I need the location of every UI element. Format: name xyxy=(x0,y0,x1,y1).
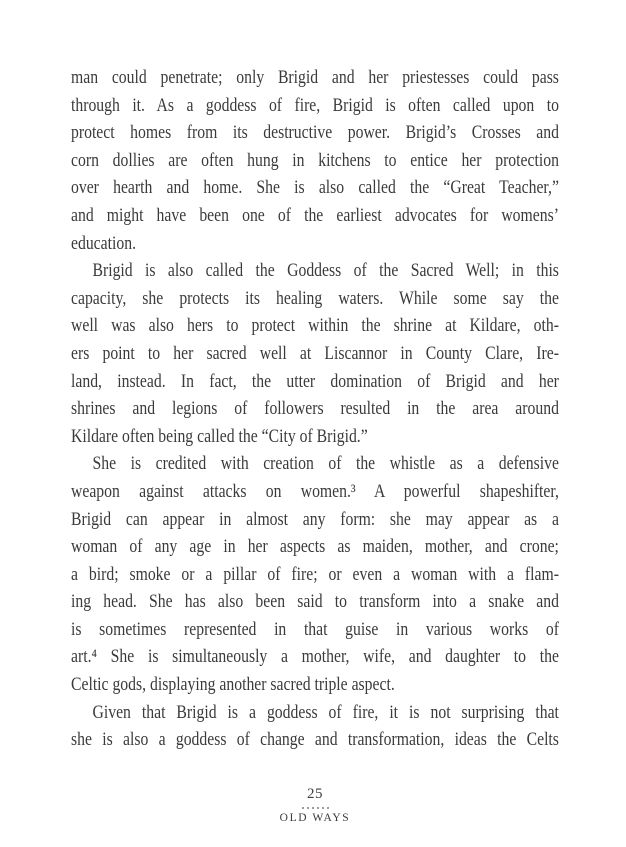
text-line: Given that Brigid is a goddess of fire, it is not surprising that xyxy=(92,701,559,723)
text-line: She is credited with creation of the whistle as a defensive xyxy=(92,453,559,475)
text-line: weapon against attacks on women.³ A powerful shapeshifter, xyxy=(71,480,559,502)
page-footer xyxy=(71,786,559,825)
text-line: through it. As a goddess of fire, Brigid is often called upon to xyxy=(71,94,559,116)
text-line: ers point to her sacred well at Liscannor in County Clare, Ire- xyxy=(71,342,559,364)
text-line: art.⁴ She is simultaneously a mother, wife, and daughter to the xyxy=(71,646,559,668)
text-line: man could penetrate; only Brigid and her priestesses could pass xyxy=(71,67,559,88)
text-line: shrines and legions of followers resulted in the area around xyxy=(71,398,559,420)
text-line: and might have been one of the earliest advocates for womens’ xyxy=(71,204,559,226)
text-line: education. xyxy=(71,232,137,254)
text-line: a bird; smoke or a pillar of fire; or even a woman with a flam- xyxy=(71,563,559,585)
page-number: 25 xyxy=(307,786,323,802)
text-line: corn dollies are often hung in kitchens to entice her protection xyxy=(71,149,559,171)
text-line: Brigid can appear in almost any form: she may appear as a xyxy=(71,508,559,530)
text-line: Kildare often being called the “City of Brigid.” xyxy=(71,425,368,447)
text-line: protect homes from its destructive power. Brigid’s Crosses and xyxy=(71,122,559,144)
text-line: ing head. She has also been said to transform into a snake and xyxy=(71,591,559,613)
text-line: woman of any age in her aspects as maiden, mother, and crone; xyxy=(71,536,559,558)
page-body-text xyxy=(71,64,559,754)
text-line: is sometimes represented in that guise in various works of xyxy=(71,618,559,640)
text-line: Brigid is also called the Goddess of the Sacred Well; in this xyxy=(92,260,559,282)
text-line: land, instead. In fact, the utter domination of Brigid and her xyxy=(71,370,559,392)
text-line: well was also hers to protect within the shrine at Kildare, oth- xyxy=(71,315,559,337)
footer-dotted-rule xyxy=(302,807,329,809)
running-footer-title: OLD WAYS xyxy=(279,812,351,824)
text-line: Celtic gods, displaying another sacred triple aspect. xyxy=(71,674,395,696)
text-line: she is also a goddess of change and transformation, ideas the Celts xyxy=(71,729,559,751)
text-line: over hearth and home. She is also called the “Great Teacher,” xyxy=(71,177,559,199)
text-line: capacity, she protects its healing waters. While some say the xyxy=(71,287,559,309)
